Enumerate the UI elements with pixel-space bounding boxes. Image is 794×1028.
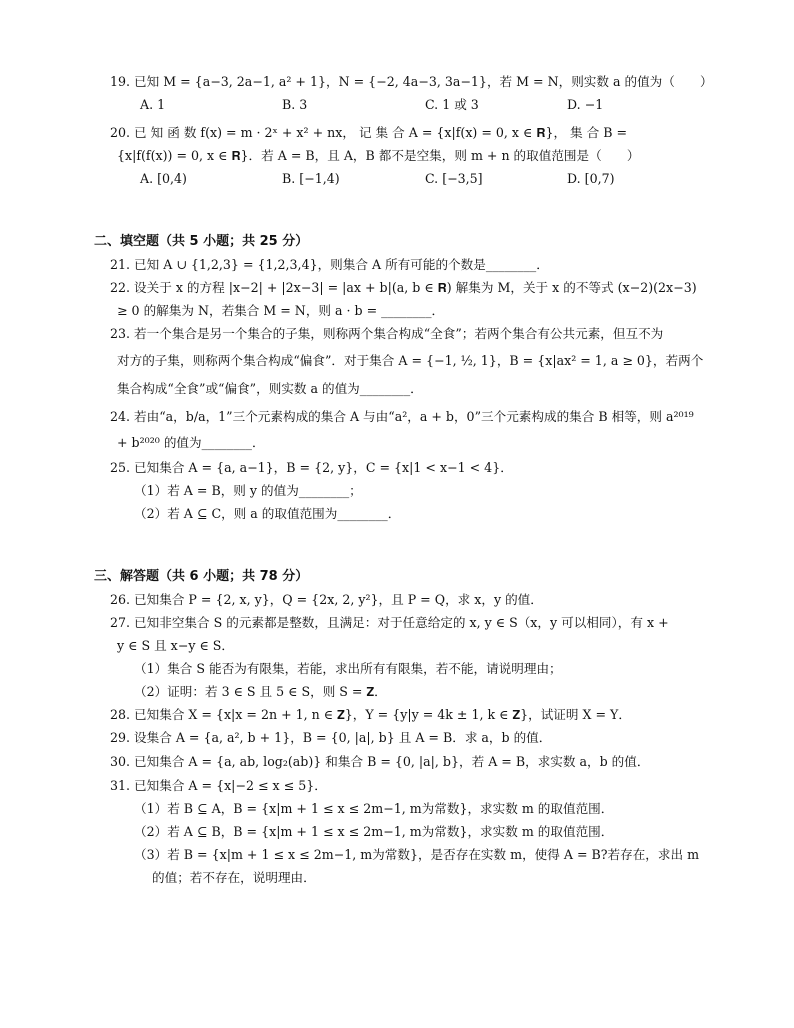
- question-24-line-1: 24. 若由“a，b/a，1”三个元素构成的集合 A 与由“a²，a + b，0”三个元素构成的集合 B 相等，则 a²⁰¹⁹: [110, 409, 694, 424]
- question-30: 30. 已知集合 A = {a, ab, log₂(ab)} 和集合 B = {0, |a|, b}，若 A = B，求实数 a，b 的值．: [110, 754, 650, 769]
- question-20-line-1: 20. 已 知 函 数 f(x) = m · 2ˣ + x² + nx， 记 集 合 A = {x|f(x) = 0, x ∈ 𝐑}， 集 合 B =: [110, 125, 628, 140]
- question-27-line-2: y ∈ S 且 x−y ∈ S．: [117, 638, 234, 653]
- q19-option-d: D. −1: [567, 97, 604, 112]
- question-31-part-1: （1）若 B ⊆ A，B = {x|m + 1 ≤ x ≤ 2m−1, m为常数}，求实数 m 的取值范围．: [134, 801, 614, 816]
- question-27-line-1: 27. 已知非空集合 S 的元素都是整数，且满足：对于任意给定的 x, y ∈ S（x，y 可以相同），有 x +: [110, 615, 669, 630]
- question-25-part-1: （1）若 A = B，则 y 的值为________；: [134, 483, 362, 498]
- q20-option-b: B. [−1,4): [282, 171, 340, 186]
- q19-option-b: B. 3: [282, 97, 308, 112]
- q19-option-c: C. 1 或 3: [425, 97, 479, 112]
- question-26: 26. 已知集合 P = {2, x, y}，Q = {2x, 2, y²}，且 P = Q，求 x，y 的值．: [110, 592, 543, 607]
- question-24-line-2: + b²⁰²⁰ 的值为________．: [117, 435, 265, 450]
- question-19: 19. 已知 M = {a−3, 2a−1, a² + 1}，N = {−2, 4a−3, 3a−1}，若 M = N，则实数 a 的值为（ ）: [110, 74, 713, 89]
- q20-option-d: D. [0,7): [567, 171, 615, 186]
- question-20-line-2: {x|f(f(x)) = 0, x ∈ 𝐑}．若 A = B，且 A，B 都不是空集，则 m + n 的取值范围是（ ）: [117, 148, 640, 163]
- question-31-part-2: （2）若 A ⊆ B，B = {x|m + 1 ≤ x ≤ 2m−1, m为常数}，求实数 m 的取值范围．: [134, 824, 614, 839]
- question-25-line-1: 25. 已知集合 A = {a, a−1}，B = {2, y}，C = {x|1 < x−1 < 4}．: [110, 460, 513, 475]
- question-27-part-2: （2）证明：若 3 ∈ S 且 5 ∈ S，则 S = 𝐙．: [134, 684, 387, 699]
- section-fill-in-title: 二、填空题（共 5 小题；共 25 分）: [94, 234, 309, 249]
- question-31-part-3-line-2: 的值；若不存在，说明理由．: [152, 870, 316, 885]
- question-23-line-3: 集合构成“全食”或“偏食”，则实数 a 的值为________．: [117, 381, 423, 396]
- question-22-line-1: 22. 设关于 x 的方程 |x−2| + |2x−3| = |ax + b|(a, b ∈ 𝐑) 解集为 M，关于 x 的不等式 (x−2)(2x−3): [110, 280, 697, 295]
- question-21: 21. 已知 A ∪ {1,2,3} = {1,2,3,4}，则集合 A 所有可能的个数是________．: [110, 257, 549, 272]
- section-solve-title: 三、解答题（共 6 小题；共 78 分）: [94, 569, 309, 584]
- q19-option-a: A. 1: [140, 97, 166, 112]
- question-25-part-2: （2）若 A ⊆ C，则 a 的取值范围为________．: [134, 506, 401, 521]
- question-23-line-2: 对方的子集，则称两个集合构成“偏食”．对于集合 A = {−1, ½, 1}，B = {x|ax² = 1, a ≥ 0}，若两个: [117, 353, 704, 368]
- question-31-part-3-line-1: （3）若 B = {x|m + 1 ≤ x ≤ 2m−1, m为常数}，是否存在实数 m，使得 A = B?若存在，求出 m: [134, 847, 700, 862]
- q20-option-a: A. [0,4): [140, 171, 187, 186]
- question-22-line-2: ≥ 0 的解集为 N，若集合 M = N，则 a · b = ________．: [117, 303, 445, 318]
- q20-option-c: C. [−3,5]: [425, 171, 483, 186]
- question-29: 29. 设集合 A = {a, a², b + 1}，B = {0, |a|, b} 且 A = B．求 a，b 的值．: [110, 730, 552, 745]
- question-27-part-1: （1）集合 S 能否为有限集，若能，求出所有有限集，若不能，请说明理由；: [134, 661, 562, 676]
- question-28: 28. 已知集合 X = {x|x = 2n + 1, n ∈ 𝐙}，Y = {y|y = 4k ± 1, k ∈ 𝐙}，试证明 X = Y．: [110, 707, 631, 722]
- question-31-line-1: 31. 已知集合 A = {x|−2 ≤ x ≤ 5}．: [110, 778, 327, 793]
- question-23-line-1: 23. 若一个集合是另一个集合的子集，则称两个集合构成“全食”；若两个集合有公共元素，但互不为: [110, 326, 664, 341]
